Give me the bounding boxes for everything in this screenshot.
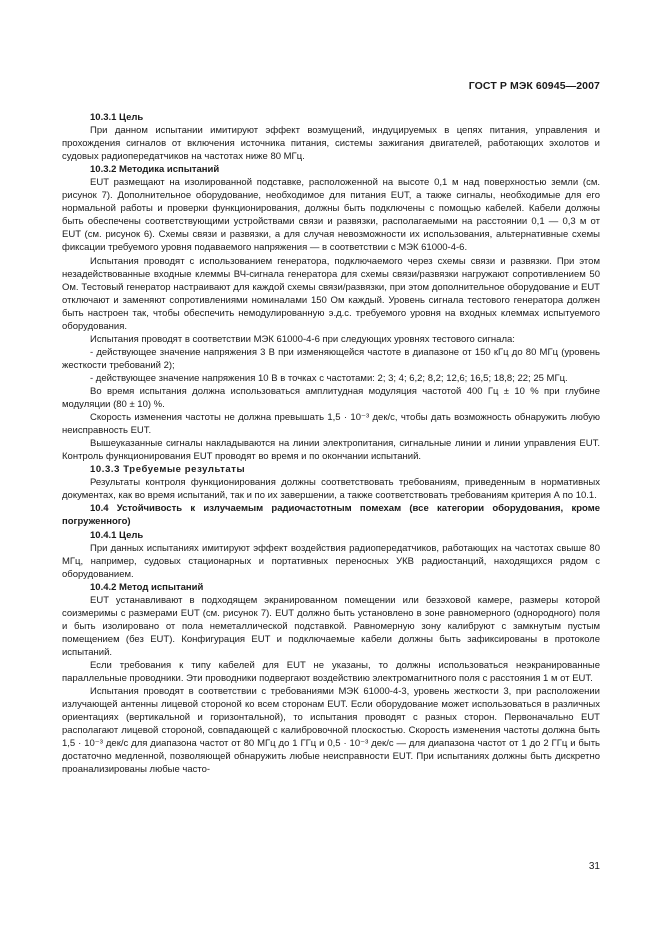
page-number: 31: [588, 861, 600, 872]
paragraph: При данном испытании имитируют эффект возмущений, индуцируемых в цепях питания, управления и прохождения сигналов от включения источника питания, системы зажигания двигателей, работающих эхолотов и судовых радиопередатчиков на частотах ниже 80 МГц.: [62, 125, 600, 163]
paragraph: При данных испытаниях имитируют эффект воздействия радиопередатчиков, работающих на частотах свыше 80 МГц, например, судовых стационарных и портативных переносных УКВ радиостанций, находящихся рядом с оборудованием.: [62, 542, 600, 580]
heading-10-4-1: 10.4.1 Цель: [90, 529, 144, 541]
paragraph: Испытания проводят в соответствии с требованиями МЭК 61000-4-3, уровень жесткости 3, при расположении излучающей антенны лицевой стороной ко всем сторонам EUT. Если оборудование может использоваться в различных ориентациях (вертикальной и горизонтальной), то испытания проводят с разных сторон. Первоначально EUT располагают лицевой стороной, совпадающей с калибровочной плоскостью. Скорость изменения частоты должна быть 1,5 · 10⁻³ дек/с для диапазона частот от 80 МГц до 1 ГГц и 0,5 · 10⁻³ дек/с — для диапазона частот от 1 до 2 ГГц и быть достаточно медленной, позволяющей обнаружить любые неисправности EUT. При испытаниях должны быть дискретно проанализированы любые часто-: [62, 686, 600, 776]
list-item: - действующее значение напряжения 3 В при изменяющейся частоте в диапазоне от 150 кГц до 80 МГц (уровень жесткости требований 2);: [62, 346, 600, 371]
list-item: - действующее значение напряжения 10 В в точках с частотами: 2; 3; 4; 6,2; 8,2; 12,6; 16,5; 18,8; 22; 25 МГц.: [90, 372, 568, 384]
paragraph: EUT размещают на изолированной подставке, расположенной на высоте 0,1 м над поверхностью земли (см. рисунок 7). Дополнительное оборудование, необходимое для питания EUT, а также сигналы, необходимые для его нормальной работы и проверки функционирования, должны быть подключены с помощью кабелей. Кабели должны быть обеспечены соответствующими устройствами связи и развязки, располагаемыми на расстоянии 0,1 — 0,3 м от EUT (см. рисунок 6). Схемы связи и развязки, а для случая невозможности их использования, альтернативные схемы фиксации требуемого уровня подаваемого напряжения — в соответствии с МЭК 61000-4-6.: [62, 177, 600, 254]
paragraph: Испытания проводят с использованием генератора, подключаемого через схемы связи и развязки. При этом незадействованные входные клеммы ВЧ-сигнала генератора для схемы связи/развязки нагружают сопротивлением 50 Ом. Тестовый генератор настраивают для каждой схемы связи/развязки, при этом дополнительное оборудование и EUT отключают и заменяют сопротивлениями номиналами 150 Ом каждый. Уровень сигнала тестового генератора должен быть настроен так, чтобы обеспечить немодулированную э.д.с. требуемого уровня на входных клеммах испытуемого оборудования.: [62, 255, 600, 332]
heading-10-4: 10.4 Устойчивость к излучаемым радиочастотным помехам (все категории оборудования, кроме погруженного): [62, 503, 600, 528]
paragraph: Если требования к типу кабелей для EUT не указаны, то должны использоваться неэкранированные параллельные проводники. Эти проводники подвергают воздействию электромагнитного поля с расстояния 1 м от EUT.: [62, 659, 600, 685]
paragraph: Во время испытания должна использоваться амплитудная модуляция частотой 400 Гц ± 10 % при глубине модуляции (80 ± 10) %.: [62, 385, 600, 411]
heading-10-3-1: 10.3.1 Цель: [90, 112, 144, 123]
paragraph: Результаты контроля функционирования должны соответствовать требованиям, приведенным в нормативных документах, как во время испытаний, так и по их завершении, а также соответствовать требованиям критерия А по 10.1.: [62, 477, 600, 502]
document-body: [62, 111, 600, 776]
document-header: ГОСТ Р МЭК 60945—2007: [468, 80, 600, 92]
paragraph: EUT устанавливают в подходящем экранированном помещении или безэховой камере, размеры которой соизмеримы с размерами EUT (см. рисунок 7). EUT должно быть установлено в зоне равномерного (однородного) поля и быть изолировано от пола неметаллической подставкой. Равномерную зону калибруют с замкнутым пустым помещением (без EUT). Конфигурация EUT и подключаемые кабели должны быть зафиксированы в протоколе испытаний.: [62, 594, 600, 658]
heading-10-3-3: 10.3.3 Требуемые результаты: [90, 464, 246, 476]
paragraph: Вышеуказанные сигналы накладываются на линии электропитания, сигнальные линии и линии управления EUT. Контроль функционирования EUT проводят во время и по окончании испытаний.: [62, 438, 600, 463]
heading-10-3-2: 10.3.2 Методика испытаний: [90, 164, 220, 176]
heading-10-4-2: 10.4.2 Метод испытаний: [90, 581, 204, 593]
paragraph: Испытания проводят в соответствии МЭК 61000-4-6 при следующих уровнях тестового сигнала:: [90, 333, 515, 345]
paragraph: Скорость изменения частоты не должна превышать 1,5 · 10⁻³ дек/с, чтобы дать возможность обнаружить любую неисправность EUT.: [62, 412, 600, 437]
